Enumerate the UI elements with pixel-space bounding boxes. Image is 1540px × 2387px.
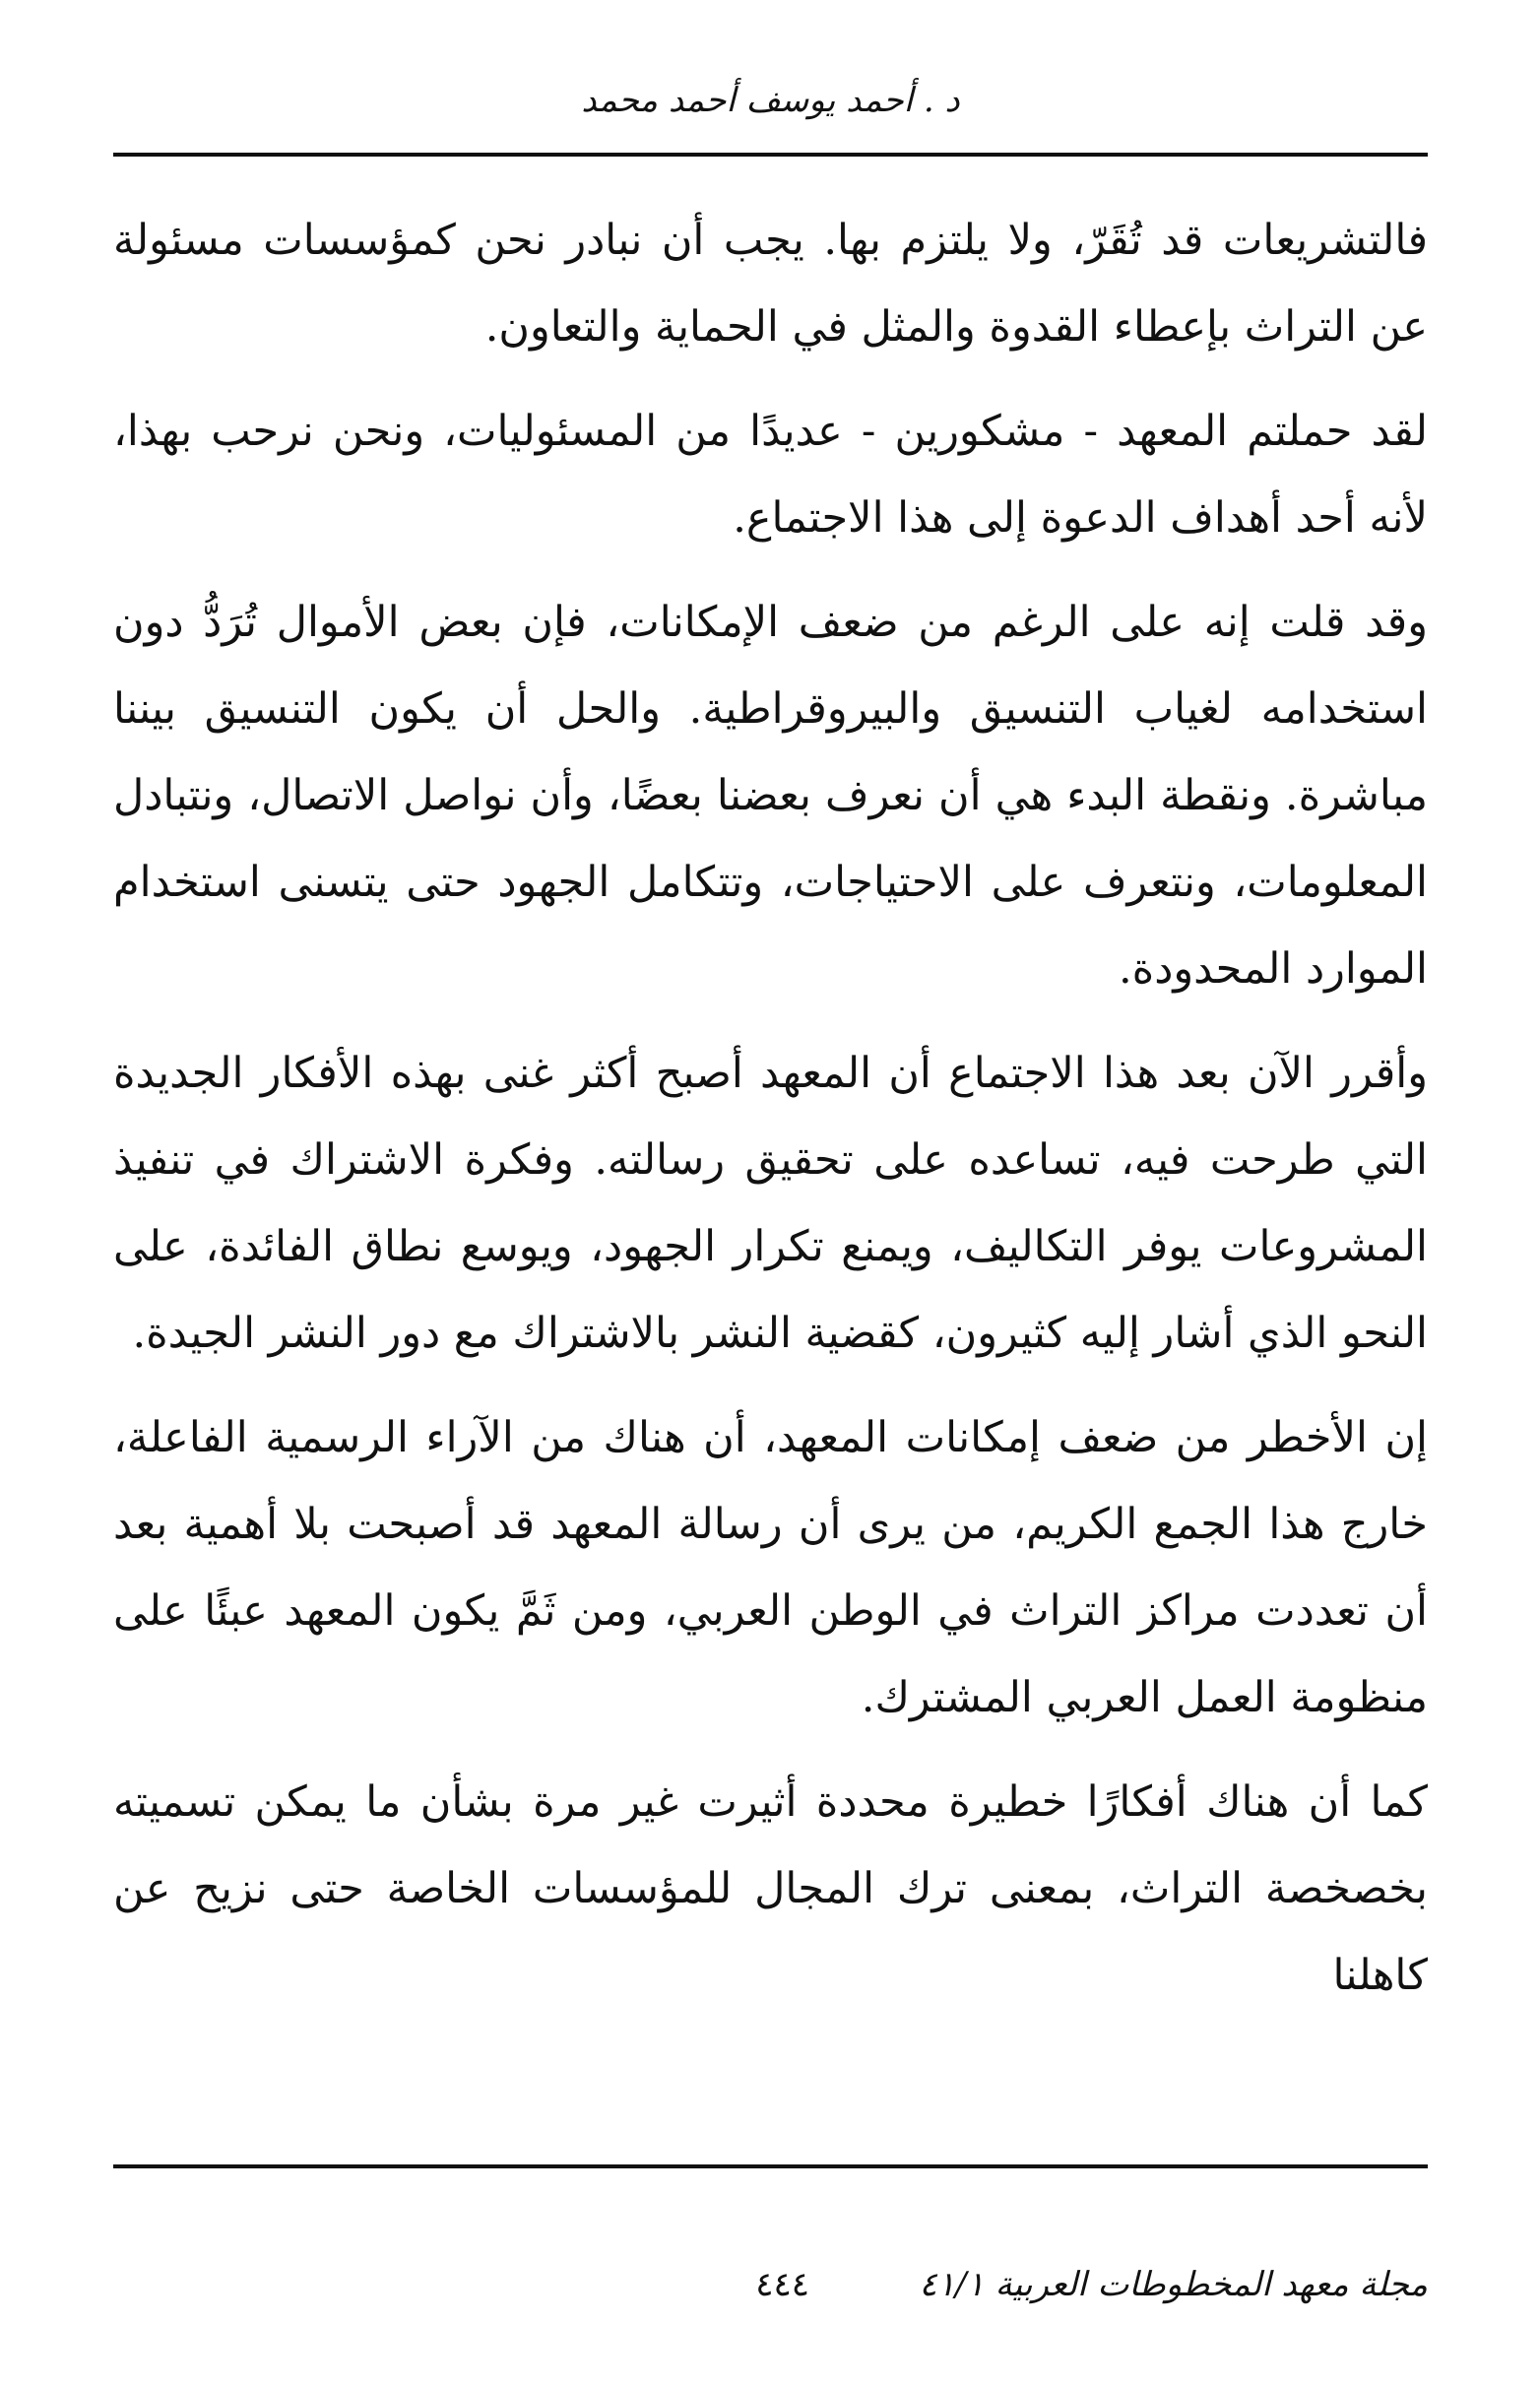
document-page	[113, 0, 1428, 2387]
paragraph-4: وأقرر الآن بعد هذا الاجتماع أن المعهد أصبح أكثر غنى بهذه الأفكار الجديدة التي طرحت فيه، تساعده على تحقيق رسالته. وفكرة الاشتراك في تنفيذ المشروعات يوفر التكاليف، ويمنع تكرار الجهود، ويوسع نطاق الفائدة، على النحو الذي أشار إليه كثيرون، كقضية النشر بالاشتراك مع دور النشر الجيدة.	[113, 1049, 1428, 1358]
running-head-author: د . أحمد يوسف أحمد محمد	[581, 81, 960, 120]
paragraph-6: كما أن هناك أفكارًا خطيرة محددة أثيرت غير مرة بشأن ما يمكن تسميته بخصخصة التراث، بمعنى ترك المجال للمؤسسات الخاصة حتى نزيح عن كاهلنا	[113, 1777, 1428, 2000]
paragraph-5: إن الأخطر من ضعف إمكانات المعهد، أن هناك من الآراء الرسمية الفاعلة، خارج هذا الجمع الكريم، من يرى أن رسالة المعهد قد أصبحت بلا أهمية بعد أن تعددت مراكز التراث في الوطن العربي، ومن ثَمَّ يكون المعهد عبئًا على منظومة العمل العربي المشترك.	[113, 1413, 1428, 1722]
paragraph-1: فالتشريعات قد تُقَرّ، ولا يلتزم بها. يجب أن نبادر نحن كمؤسسات مسئولة عن التراث بإعطاء القدوة والمثل في الحماية والتعاون.	[113, 216, 1428, 352]
footer-rule	[113, 2164, 1428, 2168]
body-text	[113, 197, 1428, 2036]
journal-title: مجلة معهد المخطوطات العربية ٤١/١	[919, 2265, 1428, 2304]
page-footer	[113, 2255, 1428, 2314]
paragraph-2: لقد حملتم المعهد - مشكورين - عديدًا من المسئوليات، ونحن نرحب بهذا، لأنه أحد أهداف الدعوة إلى هذا الاجتماع.	[113, 407, 1428, 543]
page-number: ٤٤٤	[755, 2265, 809, 2304]
paragraph-3: وقد قلت إنه على الرغم من ضعف الإمكانات، فإن بعض الأموال تُرَدُّ دون استخدامه لغياب التنسيق والبيروقراطية. والحل أن يكون التنسيق بيننا مباشرة. ونقطة البدء هي أن نعرف بعضنا بعضًا، وأن نواصل الاتصال، ونتبادل المعلومات، ونتعرف على الاحتياجات، وتتكامل الجهود حتى يتسنى استخدام الموارد المحدودة.	[113, 598, 1428, 994]
header-rule	[113, 153, 1428, 157]
